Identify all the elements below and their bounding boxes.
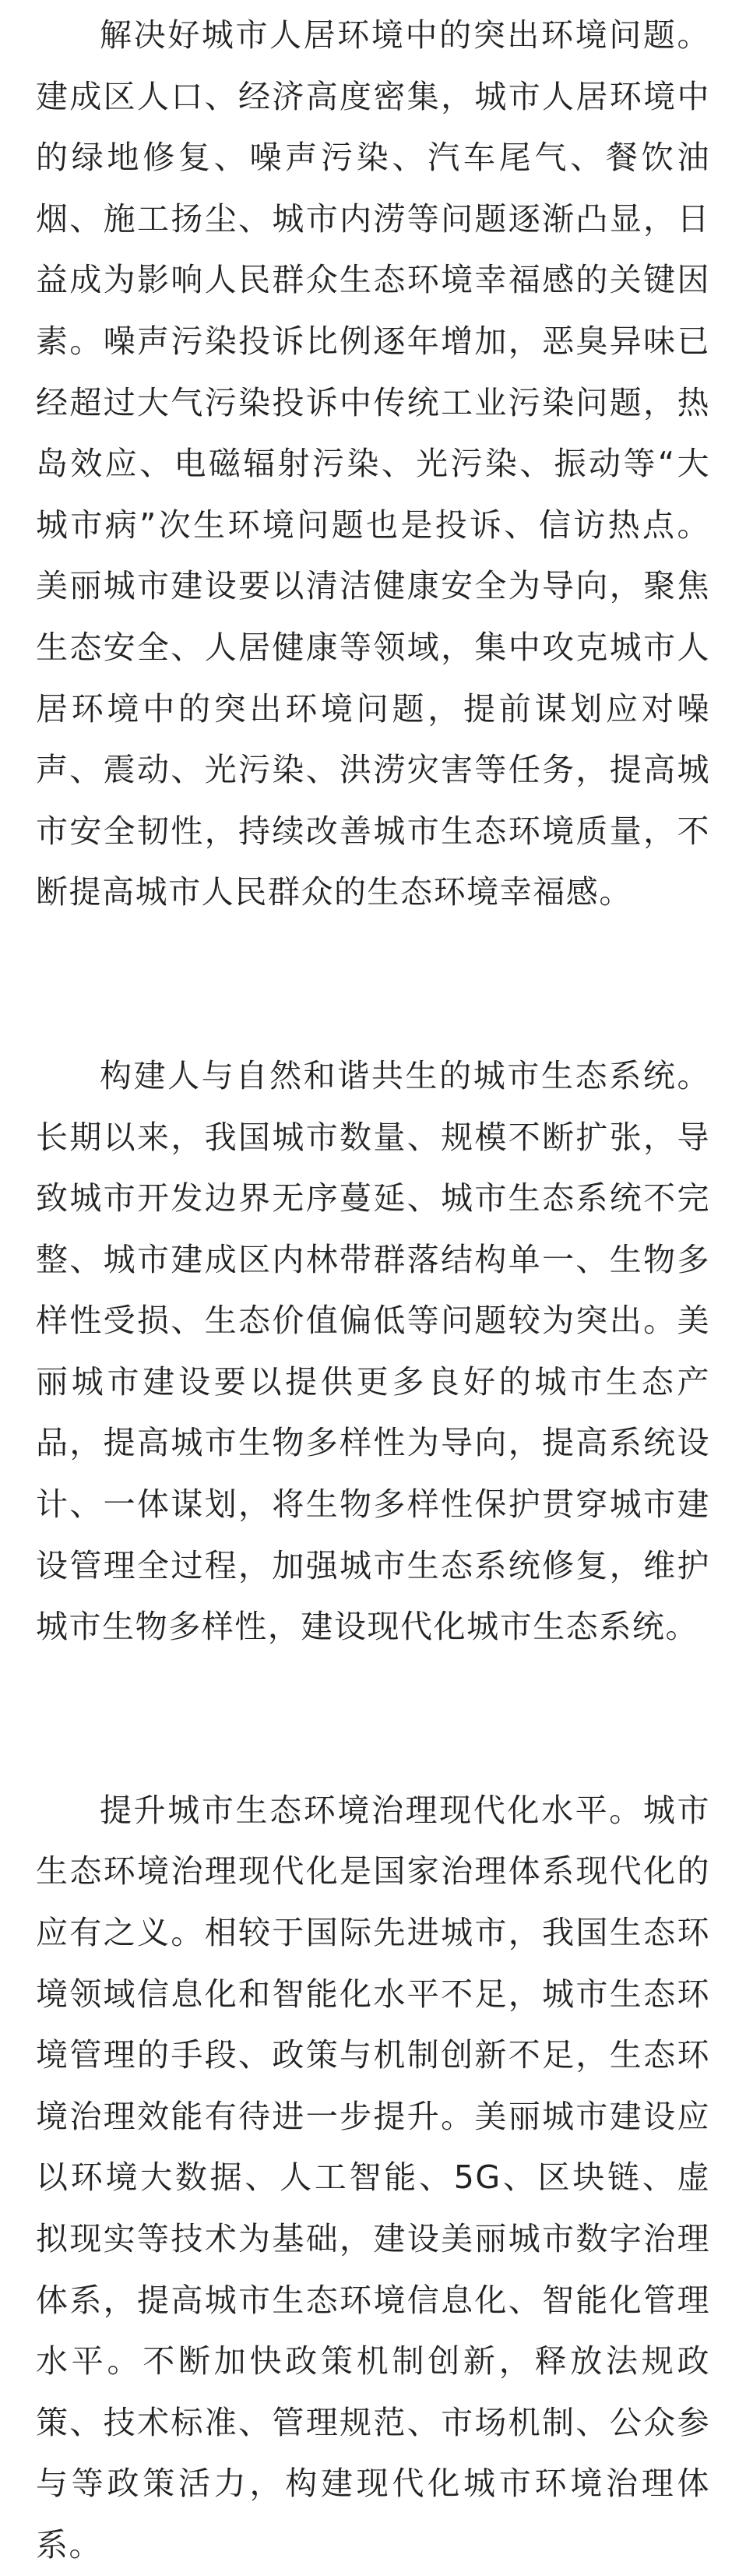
paragraph-spacer — [36, 923, 710, 1045]
paragraph-spacer — [36, 1658, 710, 1780]
paragraph-governance-modernization: 提升城市生态环境治理现代化水平。城市生态环境治理现代化是国家治理体系现代化的应有之义。相较于国际先进城市，我国生态环境领域信息化和智能化水平不足，城市生态环境管理的手段、政策与机制创新不足，生态环境治理效能有待进一步提升。美丽城市建设应以环境大数据、人工智能、5G、区块链、虚拟现实等技术为基础，建设美丽城市数字治理体系，提高城市生态环境信息化、智能化管理水平。不断加快政策机制创新，释放法规政策、技术标准、管理规范、市场机制、公众参与等政策活力，构建现代化城市环境治理体系。 — [36, 1791, 710, 2564]
paragraph-living-environment: 解决好城市人居环境中的突出环境问题。建成区人口、经济高度密集，城市人居环境中的绿地修复、噪声污染、汽车尾气、餐饮油烟、施工扬尘、城市内涝等问题逐渐凸显，日益成为影响人民群众生态环境幸福感的关键因素。噪声污染投诉比例逐年增加，恶臭异味已经超过大气污染投诉中传统工业污染问题，热岛效应、电磁辐射污染、光污染、振动等“大城市病”次生环境问题也是投诉、信访热点。美丽城市建设要以清洁健康安全为导向，聚焦生态安全、人居健康等领域，集中攻克城市人居环境中的突出环境问题，提前谋划应对噪声、震动、光污染、洪涝灾害等任务，提高城市安全韧性，持续改善城市生态环境质量，不断提高城市人民群众的生态环境幸福感。 — [36, 16, 710, 911]
article-body — [36, 5, 710, 2576]
paragraph-urban-ecosystem: 构建人与自然和谐共生的城市生态系统。长期以来，我国城市数量、规模不断扩张，导致城市开发边界无序蔓延、城市生态系统不完整、城市建成区内林带群落结构单一、生物多样性受损、生态价值偏低等问题较为突出。美丽城市建设要以提供更多良好的城市生态产品，提高城市生物多样性为导向，提高系统设计、一体谋划，将生物多样性保护贯穿城市建设管理全过程，加强城市生态系统修复，维护城市生物多样性，建设现代化城市生态系统。 — [36, 1056, 710, 1646]
